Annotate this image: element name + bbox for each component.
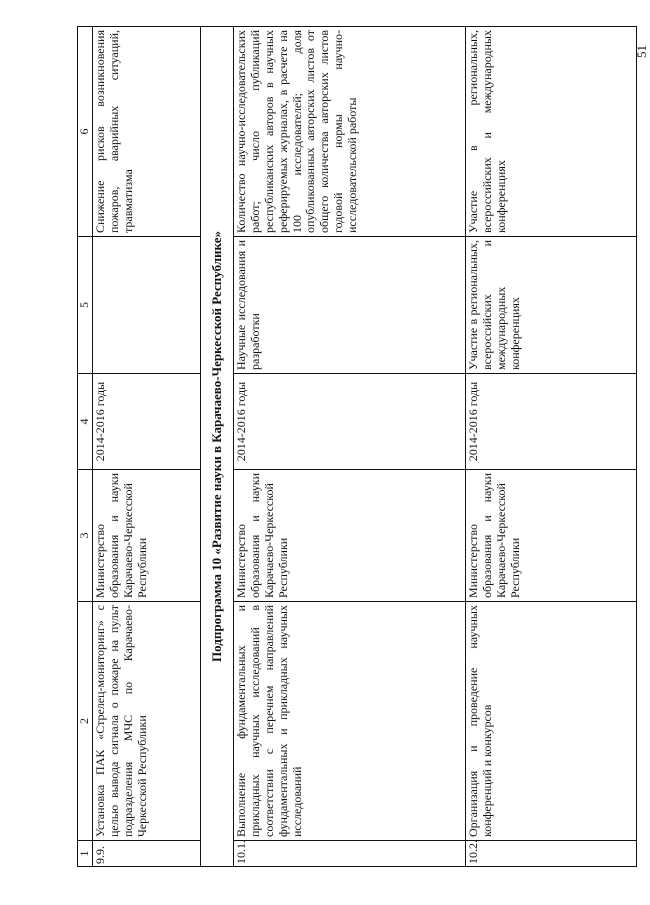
table-header-row xyxy=(78,27,93,867)
column-header: 5 xyxy=(78,237,93,374)
column-header: 1 xyxy=(78,841,93,867)
event-cell: Организация и проведение научных конференций и конкурсов xyxy=(465,602,636,841)
row-number: 9.9. xyxy=(92,841,200,867)
subprogram-row xyxy=(200,27,233,867)
period-cell: 2014-2016 годы xyxy=(92,374,200,470)
indicator-cell: Участие в региональных, всероссийских и международных конференциях xyxy=(465,27,636,237)
column-header: 4 xyxy=(78,374,93,470)
event-cell: Установка ПАК «Стрелец-мониторинг» с целью вывода сигнала о пожаре на пульт подразделения МЧС по Карачаево-Черкесской Республики xyxy=(92,602,200,841)
event-cell: Выполнение фундаментальных и прикладных научных исследований в соответствии с перечнем направлений фундаментальных и прикладных научных исследований xyxy=(233,602,465,841)
table-row-9-9 xyxy=(92,27,200,867)
period-cell: 2014-2016 годы xyxy=(465,374,636,470)
indicator-cell: Количество научно-исследовательских работ; число публикаций республиканских авторов в научных реферируемых журналах, в расчете на 100 исследователей; доля опубликованных авторских листов от общего количества авторских листов годовой нормы научно-исследовательской работы xyxy=(233,27,465,237)
table-row-10-1 xyxy=(233,27,465,867)
table-row-10-2 xyxy=(465,27,636,867)
row-number: 10.1. xyxy=(233,841,465,867)
page-number: 51 xyxy=(634,45,649,58)
column-header: 3 xyxy=(78,470,93,602)
column-header: 6 xyxy=(78,27,93,237)
measures-table xyxy=(77,26,637,867)
executor-cell: Министерство образования и науки Карачаево-Черкесской Республики xyxy=(233,470,465,602)
direction-cell: Участие в региональных, всероссийских и международных конференциях xyxy=(465,237,636,374)
rotated-page-content xyxy=(77,27,637,867)
period-cell: 2014-2016 годы xyxy=(233,374,465,470)
indicator-cell: Снижение рисков возникновения пожаров, аварийных ситуаций, травматизма xyxy=(92,27,200,237)
direction-cell xyxy=(92,237,200,374)
executor-cell: Министерство образования и науки Карачаево-Черкесской Республики xyxy=(92,470,200,602)
executor-cell: Министерство образования и науки Карачаево-Черкесской Республики xyxy=(465,470,636,602)
column-header: 2 xyxy=(78,602,93,841)
row-number: 10.2. xyxy=(465,841,636,867)
subprogram-title: Подпрограмма 10 «Развитие науки в Карачаево-Черкесской Республике» xyxy=(200,27,233,867)
direction-cell: Научные исследования и разработки xyxy=(233,237,465,374)
